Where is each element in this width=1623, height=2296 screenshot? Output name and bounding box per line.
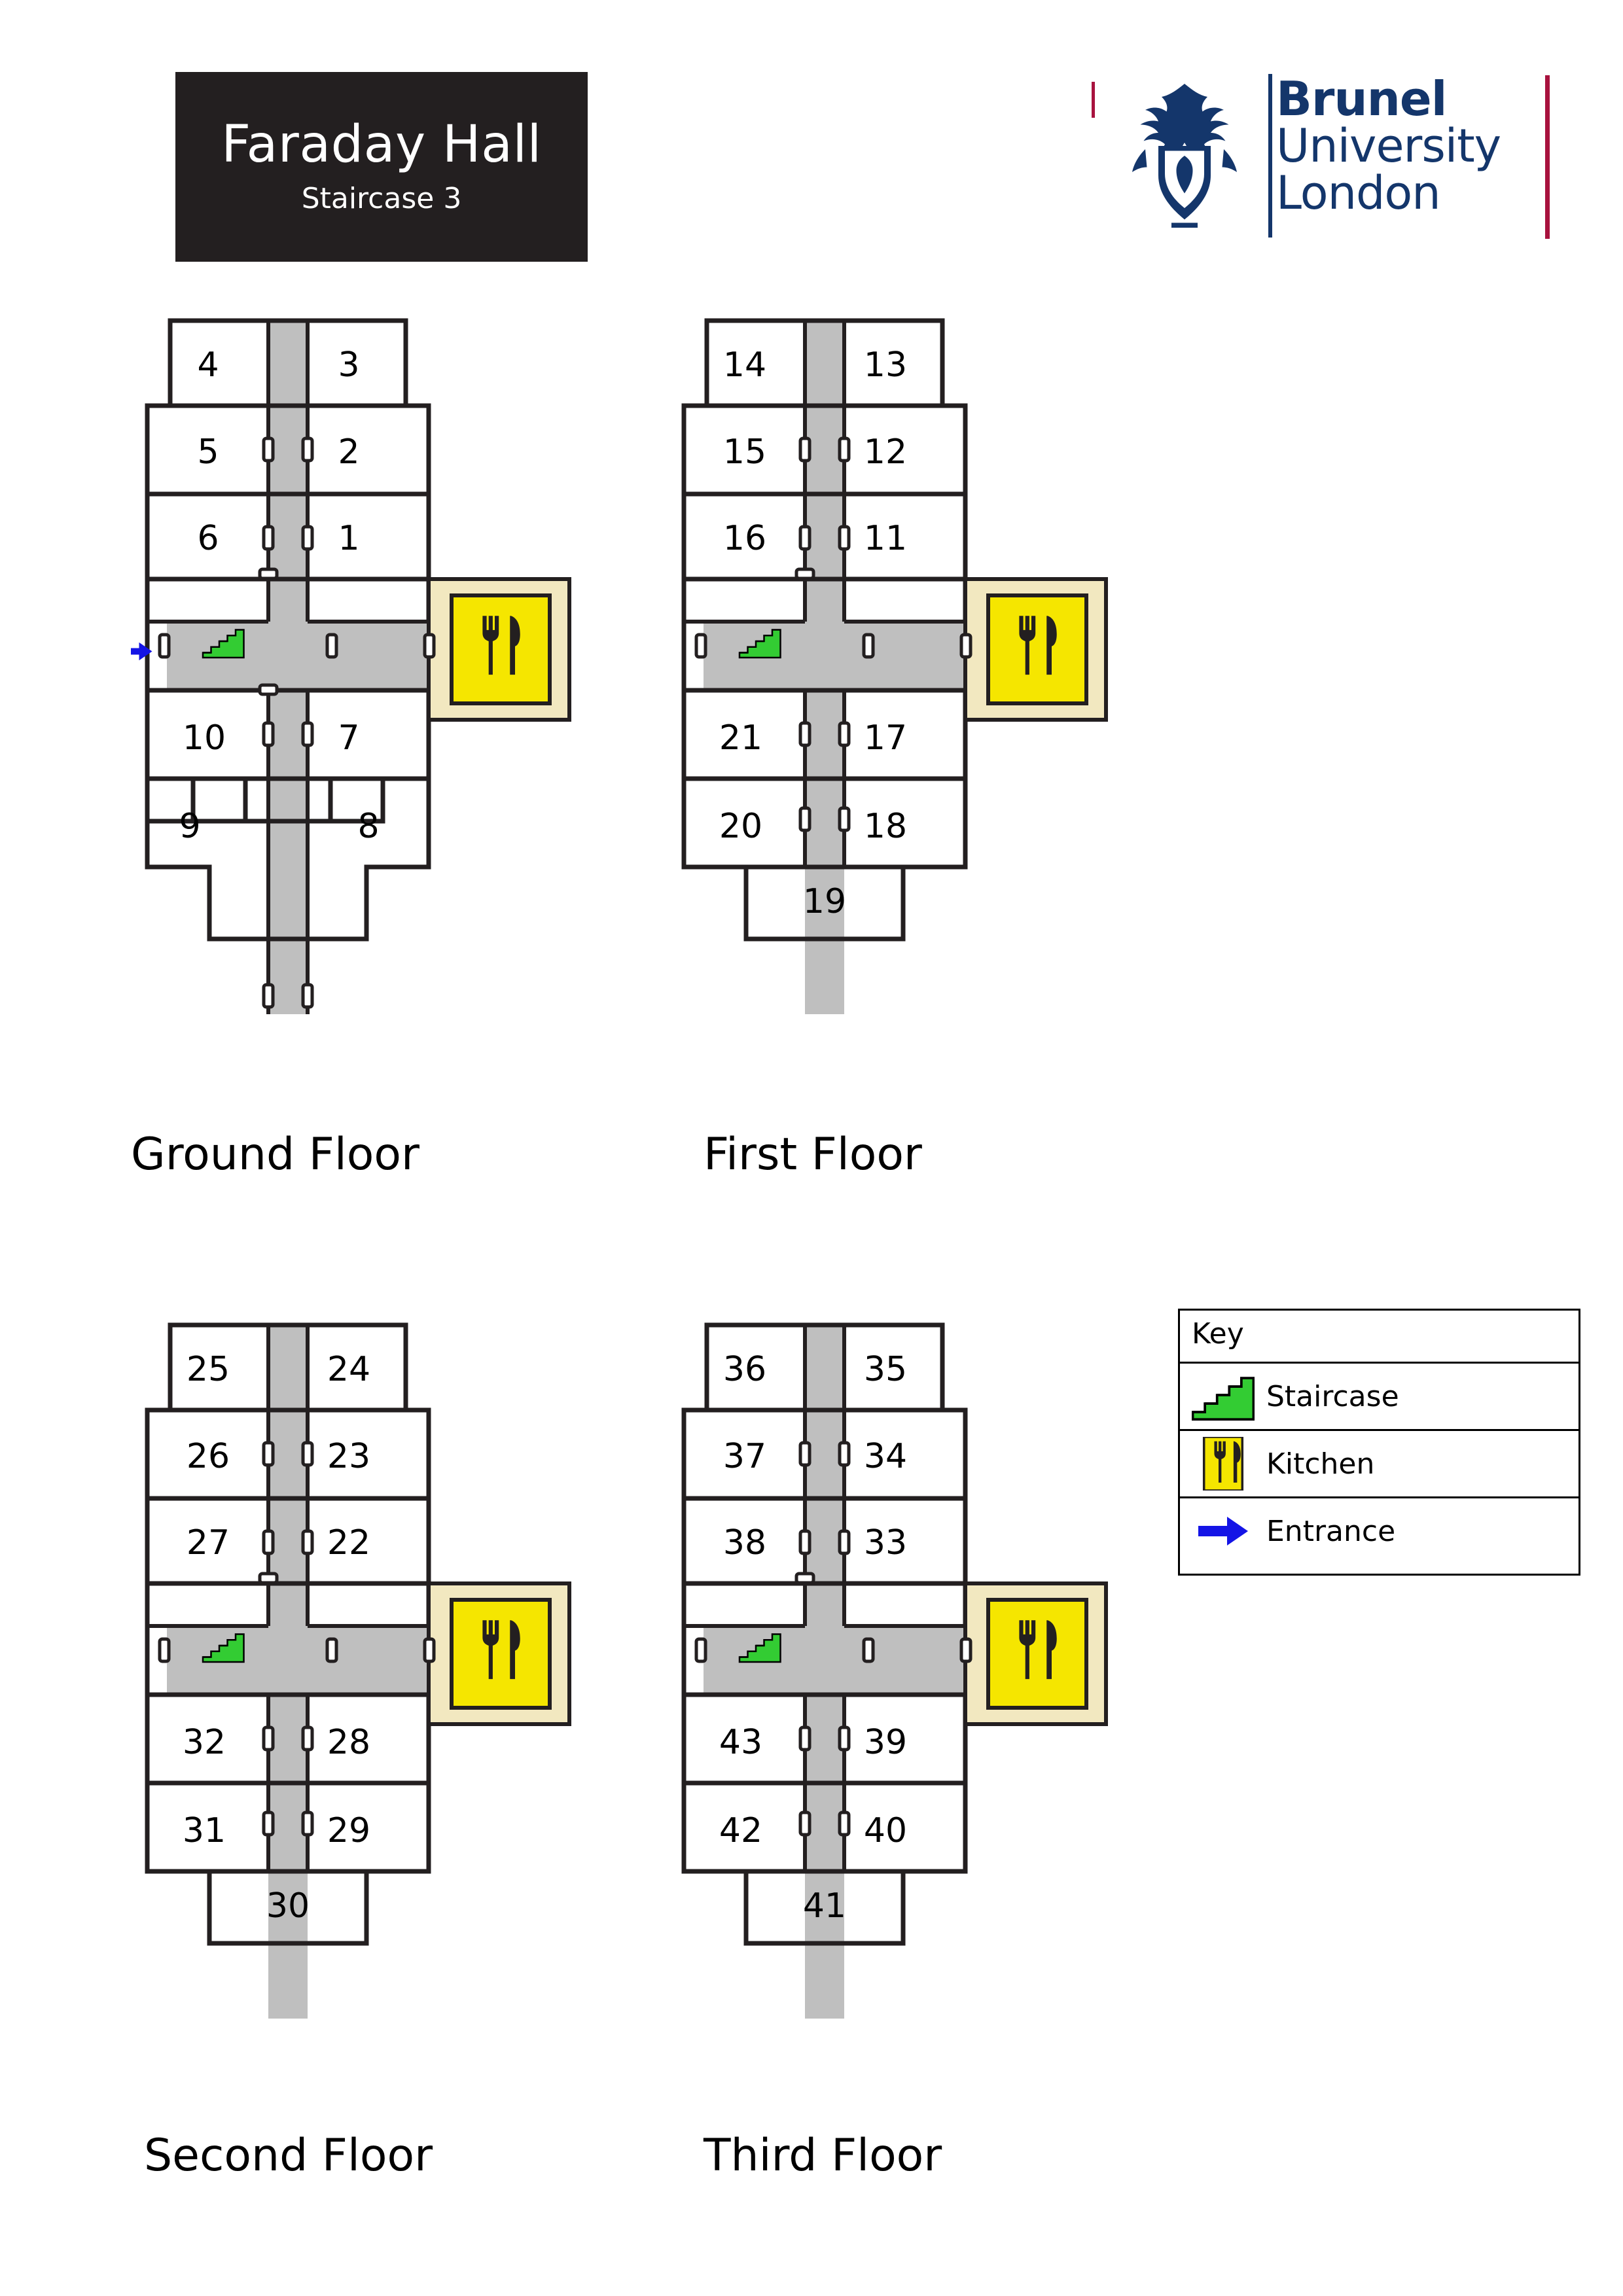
svg-text:14: 14 [722, 345, 767, 385]
key-row-entrance [1180, 1496, 1578, 1564]
svg-text:13: 13 [863, 345, 908, 385]
svg-text:36: 36 [722, 1350, 767, 1389]
brand-wordmark [1276, 71, 1501, 220]
svg-text:25: 25 [186, 1350, 230, 1389]
svg-text:22: 22 [327, 1523, 371, 1563]
brunel-crest-icon [1103, 74, 1266, 238]
floor-caption-first: First Floor [704, 1129, 922, 1180]
entrance-arrow-icon [1180, 1513, 1266, 1549]
svg-text:12: 12 [863, 433, 908, 472]
svg-text:7: 7 [338, 718, 360, 758]
brand-line-2: University [1276, 119, 1501, 173]
svg-text:33: 33 [863, 1523, 908, 1563]
svg-text:1: 1 [338, 519, 360, 558]
svg-text:18: 18 [863, 807, 908, 846]
brand-line-3: London [1276, 166, 1440, 220]
svg-text:4: 4 [197, 345, 219, 385]
floorplan-ground [131, 281, 628, 1099]
svg-text:23: 23 [327, 1437, 371, 1476]
brand-rule-left [1092, 82, 1095, 118]
svg-text:41: 41 [802, 1886, 847, 1926]
svg-text:40: 40 [863, 1811, 908, 1850]
staircase-icon [1180, 1371, 1266, 1422]
svg-text:20: 20 [719, 807, 763, 846]
svg-text:28: 28 [327, 1723, 371, 1762]
brand-line-1: Brunel [1276, 71, 1447, 126]
floor-caption-second: Second Floor [144, 2130, 433, 2181]
svg-text:26: 26 [186, 1437, 230, 1476]
key-label-kitchen: Kitchen [1266, 1447, 1375, 1481]
svg-text:43: 43 [719, 1723, 763, 1762]
key-row-kitchen [1180, 1429, 1578, 1496]
svg-text:24: 24 [327, 1350, 371, 1389]
svg-text:10: 10 [182, 718, 226, 758]
svg-text:8: 8 [357, 807, 380, 846]
svg-text:38: 38 [722, 1523, 767, 1563]
svg-text:17: 17 [863, 718, 908, 758]
svg-text:37: 37 [722, 1437, 767, 1476]
svg-text:31: 31 [182, 1811, 226, 1850]
key-label-entrance: Entrance [1266, 1514, 1396, 1548]
title-block [175, 72, 588, 262]
svg-text:32: 32 [182, 1723, 226, 1762]
kitchen-icon [1180, 1437, 1266, 1491]
svg-text:42: 42 [719, 1811, 763, 1850]
svg-text:9: 9 [179, 807, 201, 846]
svg-text:21: 21 [719, 718, 763, 758]
svg-text:5: 5 [197, 433, 219, 472]
svg-text:15: 15 [722, 433, 767, 472]
brunel-logo [1080, 62, 1551, 245]
floorplan-second [131, 1286, 628, 2104]
svg-text:2: 2 [338, 433, 360, 472]
floorplan-first [668, 281, 1165, 1099]
floorplan-third [668, 1286, 1165, 2104]
staircase-label: Staircase 3 [301, 181, 462, 215]
key-label-staircase: Staircase [1266, 1379, 1399, 1413]
svg-text:29: 29 [327, 1811, 371, 1850]
key-title: Key [1192, 1317, 1244, 1351]
svg-text:11: 11 [863, 519, 908, 558]
svg-text:16: 16 [722, 519, 767, 558]
svg-text:39: 39 [863, 1723, 908, 1762]
svg-text:6: 6 [197, 519, 219, 558]
brand-divider [1268, 74, 1272, 238]
svg-text:3: 3 [338, 345, 360, 385]
svg-text:27: 27 [186, 1523, 230, 1563]
svg-text:19: 19 [802, 882, 847, 921]
key-legend [1178, 1309, 1580, 1576]
page-title: Faraday Hall [221, 115, 542, 174]
svg-text:30: 30 [266, 1886, 310, 1926]
floor-caption-ground: Ground Floor [131, 1129, 419, 1180]
key-row-staircase [1180, 1362, 1578, 1429]
brand-rule-right [1545, 75, 1550, 239]
svg-text:35: 35 [863, 1350, 908, 1389]
floor-caption-third: Third Floor [704, 2130, 942, 2181]
svg-text:34: 34 [863, 1437, 908, 1476]
